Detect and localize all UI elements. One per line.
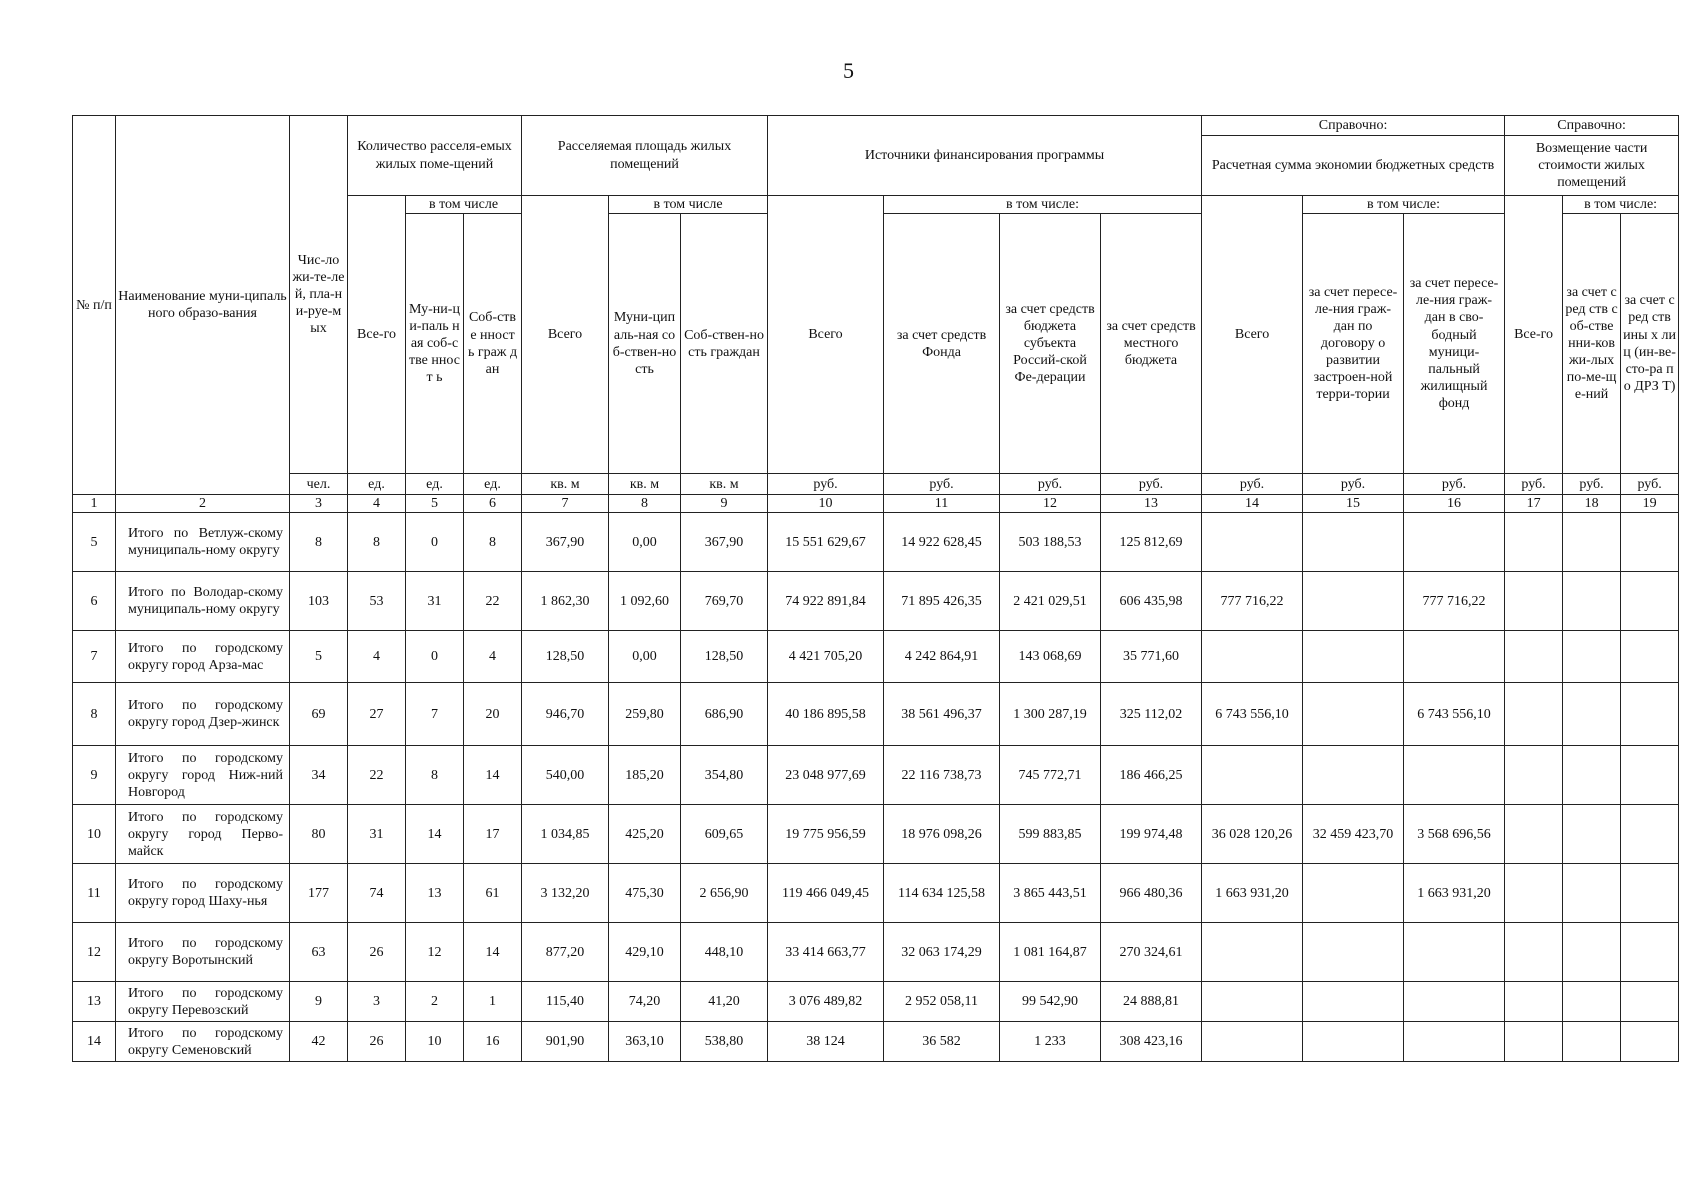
cell-rooms-priv: 8	[464, 513, 522, 572]
cell-area-mun: 0,00	[609, 631, 681, 683]
cell-rooms-mun: 0	[406, 513, 464, 572]
header-compensation-incl: в том числе:	[1563, 196, 1679, 214]
cell-rooms-priv: 61	[464, 864, 522, 923]
cell-name: Итого по городскому округу город Перво-майск	[116, 805, 290, 864]
cell-rooms-mun: 14	[406, 805, 464, 864]
column-number: 1	[73, 495, 116, 513]
column-number: 7	[522, 495, 609, 513]
unit-cell: кв. м	[609, 474, 681, 495]
cell-rooms-mun: 0	[406, 631, 464, 683]
column-number: 12	[1000, 495, 1101, 513]
cell-rooms-priv: 14	[464, 746, 522, 805]
unit-cell: руб.	[1505, 474, 1563, 495]
cell-area-total: 3 132,20	[522, 864, 609, 923]
column-number: 15	[1303, 495, 1404, 513]
cell-rooms-total: 26	[348, 1022, 406, 1062]
cell-area-priv: 2 656,90	[681, 864, 768, 923]
cell-area-priv: 354,80	[681, 746, 768, 805]
cell-rooms-mun: 8	[406, 746, 464, 805]
header-finance-group: Источники финансирования программы	[768, 116, 1202, 196]
cell-rooms-total: 3	[348, 982, 406, 1022]
cell-sav-total	[1202, 982, 1303, 1022]
cell-fin-local: 606 435,98	[1101, 572, 1202, 631]
unit-cell: ед.	[464, 474, 522, 495]
unit-cell: руб.	[1563, 474, 1621, 495]
cell-rooms-mun: 10	[406, 1022, 464, 1062]
unit-cell: руб.	[768, 474, 884, 495]
cell-comp-other	[1621, 982, 1679, 1022]
cell-area-mun: 0,00	[609, 513, 681, 572]
cell-comp-other	[1621, 683, 1679, 746]
cell-comp-other	[1621, 572, 1679, 631]
cell-rooms-total: 8	[348, 513, 406, 572]
units-row	[73, 474, 1679, 495]
cell-residents: 63	[290, 923, 348, 982]
cell-sav-free	[1404, 631, 1505, 683]
cell-fin-local: 270 324,61	[1101, 923, 1202, 982]
cell-fin-subject: 143 068,69	[1000, 631, 1101, 683]
cell-comp-owners	[1563, 1022, 1621, 1062]
cell-fin-subject: 3 865 443,51	[1000, 864, 1101, 923]
unit-cell: руб.	[1621, 474, 1679, 495]
cell-rooms-mun: 13	[406, 864, 464, 923]
header-rooms-total: Все-го	[348, 196, 406, 474]
header-compensation-group: Возмещение части стоимости жилых помещений	[1505, 136, 1679, 196]
cell-area-mun: 425,20	[609, 805, 681, 864]
cell-fin-total: 4 421 705,20	[768, 631, 884, 683]
page-number: 5	[843, 58, 854, 83]
cell-residents: 177	[290, 864, 348, 923]
cell-area-mun: 74,20	[609, 982, 681, 1022]
cell-fin-subject: 2 421 029,51	[1000, 572, 1101, 631]
table-row	[73, 746, 1679, 805]
column-number: 6	[464, 495, 522, 513]
cell-area-priv: 538,80	[681, 1022, 768, 1062]
cell-comp-other	[1621, 746, 1679, 805]
header-local-budget: за счет средств местного бюджета	[1101, 214, 1202, 474]
cell-area-priv: 686,90	[681, 683, 768, 746]
cell-sav-total: 36 028 120,26	[1202, 805, 1303, 864]
cell-comp-owners	[1563, 631, 1621, 683]
cell-rooms-mun: 31	[406, 572, 464, 631]
cell-fin-total: 23 048 977,69	[768, 746, 884, 805]
unit-cell: руб.	[1303, 474, 1404, 495]
table-row	[73, 982, 1679, 1022]
cell-fin-fund: 71 895 426,35	[884, 572, 1000, 631]
table-row	[73, 513, 1679, 572]
cell-area-mun: 185,20	[609, 746, 681, 805]
column-number: 4	[348, 495, 406, 513]
cell-residents: 5	[290, 631, 348, 683]
header-name: Наименование муни-ципального образо-вания	[116, 116, 290, 495]
cell-area-mun: 475,30	[609, 864, 681, 923]
header-resettle-contract: за счет пересе-ле-ния граж-дан по договору о развитии застроен-ной терри-тории	[1303, 214, 1404, 474]
cell-sav-contract	[1303, 631, 1404, 683]
cell-fin-local: 24 888,81	[1101, 982, 1202, 1022]
column-number: 9	[681, 495, 768, 513]
column-number: 5	[406, 495, 464, 513]
cell-area-mun: 1 092,60	[609, 572, 681, 631]
cell-comp-total	[1505, 683, 1563, 746]
table-row	[73, 572, 1679, 631]
cell-n: 13	[73, 982, 116, 1022]
header-compensation-total: Все-го	[1505, 196, 1563, 474]
unit-cell: руб.	[884, 474, 1000, 495]
cell-n: 14	[73, 1022, 116, 1062]
cell-n: 9	[73, 746, 116, 805]
cell-residents: 69	[290, 683, 348, 746]
cell-sav-contract	[1303, 864, 1404, 923]
cell-fin-subject: 1 300 287,19	[1000, 683, 1101, 746]
cell-comp-total	[1505, 982, 1563, 1022]
cell-area-total: 367,90	[522, 513, 609, 572]
cell-residents: 8	[290, 513, 348, 572]
cell-comp-total	[1505, 805, 1563, 864]
cell-sav-free	[1404, 982, 1505, 1022]
cell-name: Итого по городскому округу город Шаху-нья	[116, 864, 290, 923]
cell-area-mun: 363,10	[609, 1022, 681, 1062]
header-rooms-private: Соб-стве нност ь граж дан	[464, 214, 522, 474]
cell-comp-owners	[1563, 683, 1621, 746]
cell-comp-total	[1505, 1022, 1563, 1062]
header-rooms-group: Количество расселя-емых жилых поме-щений	[348, 116, 522, 196]
header-area-private: Соб-ствен-ность граждан	[681, 214, 768, 474]
cell-sav-contract	[1303, 982, 1404, 1022]
cell-rooms-priv: 4	[464, 631, 522, 683]
cell-area-total: 877,20	[522, 923, 609, 982]
cell-area-total: 115,40	[522, 982, 609, 1022]
resettlement-table	[72, 115, 1679, 1062]
header-rooms-incl: в том числе	[406, 196, 522, 214]
table-row	[73, 683, 1679, 746]
cell-comp-other	[1621, 631, 1679, 683]
cell-rooms-priv: 20	[464, 683, 522, 746]
table-row	[73, 923, 1679, 982]
cell-sav-free	[1404, 746, 1505, 805]
table-row	[73, 805, 1679, 864]
cell-fin-fund: 38 561 496,37	[884, 683, 1000, 746]
cell-comp-owners	[1563, 923, 1621, 982]
header-finance-total: Всего	[768, 196, 884, 474]
cell-name: Итого по городскому округу город Дзер-жинск	[116, 683, 290, 746]
cell-comp-other	[1621, 513, 1679, 572]
cell-area-total: 901,90	[522, 1022, 609, 1062]
cell-fin-local: 35 771,60	[1101, 631, 1202, 683]
header-fund: за счет средств Фонда	[884, 214, 1000, 474]
cell-n: 12	[73, 923, 116, 982]
cell-residents: 80	[290, 805, 348, 864]
cell-fin-subject: 1 081 164,87	[1000, 923, 1101, 982]
header-savings-group: Расчетная сумма экономии бюджетных средств	[1202, 136, 1505, 196]
cell-rooms-mun: 7	[406, 683, 464, 746]
cell-area-mun: 259,80	[609, 683, 681, 746]
cell-sav-contract	[1303, 513, 1404, 572]
cell-fin-subject: 503 188,53	[1000, 513, 1101, 572]
header-rooms-municipal: Му-ни-ци-паль ная соб-стве нност ь	[406, 214, 464, 474]
cell-n: 8	[73, 683, 116, 746]
cell-rooms-total: 53	[348, 572, 406, 631]
cell-comp-other	[1621, 805, 1679, 864]
header-no: № п/п	[73, 116, 116, 495]
header-savings-incl: в том числе:	[1303, 196, 1505, 214]
cell-rooms-mun: 12	[406, 923, 464, 982]
cell-n: 11	[73, 864, 116, 923]
cell-area-priv: 448,10	[681, 923, 768, 982]
cell-sav-contract	[1303, 572, 1404, 631]
column-number: 11	[884, 495, 1000, 513]
header-finance-incl: в том числе:	[884, 196, 1202, 214]
cell-rooms-priv: 16	[464, 1022, 522, 1062]
cell-sav-total	[1202, 513, 1303, 572]
cell-area-priv: 367,90	[681, 513, 768, 572]
header-owners-funds: за счет сред ств соб-стве нни-ков жи-лых по-ме-ще-ний	[1563, 214, 1621, 474]
cell-comp-owners	[1563, 572, 1621, 631]
cell-rooms-priv: 14	[464, 923, 522, 982]
cell-comp-owners	[1563, 982, 1621, 1022]
cell-area-total: 1 862,30	[522, 572, 609, 631]
cell-fin-total: 19 775 956,59	[768, 805, 884, 864]
cell-comp-other	[1621, 864, 1679, 923]
cell-sav-free	[1404, 513, 1505, 572]
cell-sav-contract: 32 459 423,70	[1303, 805, 1404, 864]
cell-rooms-total: 74	[348, 864, 406, 923]
cell-n: 7	[73, 631, 116, 683]
cell-comp-total	[1505, 631, 1563, 683]
unit-cell: ед.	[348, 474, 406, 495]
cell-sav-total	[1202, 923, 1303, 982]
column-numbers-row	[73, 495, 1679, 513]
table-row	[73, 864, 1679, 923]
cell-sav-free	[1404, 923, 1505, 982]
cell-rooms-total: 27	[348, 683, 406, 746]
cell-sav-total: 6 743 556,10	[1202, 683, 1303, 746]
column-number: 19	[1621, 495, 1679, 513]
cell-fin-local: 125 812,69	[1101, 513, 1202, 572]
cell-fin-local: 186 466,25	[1101, 746, 1202, 805]
cell-fin-local: 308 423,16	[1101, 1022, 1202, 1062]
cell-rooms-priv: 1	[464, 982, 522, 1022]
cell-fin-subject: 745 772,71	[1000, 746, 1101, 805]
column-number: 3	[290, 495, 348, 513]
cell-comp-other	[1621, 923, 1679, 982]
cell-fin-fund: 22 116 738,73	[884, 746, 1000, 805]
cell-sav-total: 777 716,22	[1202, 572, 1303, 631]
cell-comp-owners	[1563, 805, 1621, 864]
cell-sav-free: 1 663 931,20	[1404, 864, 1505, 923]
cell-rooms-priv: 17	[464, 805, 522, 864]
header-resettle-free: за счет пересе-ле-ния граж-дан в сво-бодный муници-пальный жилищный фонд	[1404, 214, 1505, 474]
cell-fin-fund: 2 952 058,11	[884, 982, 1000, 1022]
cell-sav-contract	[1303, 923, 1404, 982]
column-number: 8	[609, 495, 681, 513]
cell-fin-subject: 1 233	[1000, 1022, 1101, 1062]
cell-n: 5	[73, 513, 116, 572]
cell-sav-contract	[1303, 1022, 1404, 1062]
header-savings-total: Всего	[1202, 196, 1303, 474]
unit-cell: руб.	[1202, 474, 1303, 495]
cell-area-priv: 769,70	[681, 572, 768, 631]
cell-fin-subject: 99 542,90	[1000, 982, 1101, 1022]
cell-name: Итого по городскому округу город Ниж-ний Новгород	[116, 746, 290, 805]
cell-name: Итого по городскому округу город Арза-мас	[116, 631, 290, 683]
header-residents: Чис-ло жи-те-лей, пла-ни-руе-мых	[290, 116, 348, 474]
cell-area-total: 1 034,85	[522, 805, 609, 864]
cell-rooms-priv: 22	[464, 572, 522, 631]
cell-comp-total	[1505, 923, 1563, 982]
cell-sav-total	[1202, 1022, 1303, 1062]
header-reference-2: Справочно:	[1505, 116, 1679, 136]
cell-comp-total	[1505, 746, 1563, 805]
cell-sav-total	[1202, 631, 1303, 683]
cell-sav-contract	[1303, 746, 1404, 805]
cell-area-priv: 128,50	[681, 631, 768, 683]
cell-fin-local: 966 480,36	[1101, 864, 1202, 923]
cell-area-total: 540,00	[522, 746, 609, 805]
cell-name: Итого по Володар-скому муниципаль-ному округу	[116, 572, 290, 631]
cell-comp-total	[1505, 864, 1563, 923]
cell-comp-total	[1505, 513, 1563, 572]
cell-fin-total: 119 466 049,45	[768, 864, 884, 923]
cell-fin-total: 33 414 663,77	[768, 923, 884, 982]
cell-area-total: 946,70	[522, 683, 609, 746]
unit-cell: кв. м	[681, 474, 768, 495]
column-number: 2	[116, 495, 290, 513]
cell-area-priv: 41,20	[681, 982, 768, 1022]
cell-fin-fund: 114 634 125,58	[884, 864, 1000, 923]
cell-fin-fund: 4 242 864,91	[884, 631, 1000, 683]
cell-comp-owners	[1563, 513, 1621, 572]
header-area-incl: в том числе	[609, 196, 768, 214]
cell-area-total: 128,50	[522, 631, 609, 683]
header-subject-budget: за счет средств бюджета субъекта Россий-ской Фе-дерации	[1000, 214, 1101, 474]
cell-comp-owners	[1563, 746, 1621, 805]
cell-comp-other	[1621, 1022, 1679, 1062]
cell-fin-fund: 36 582	[884, 1022, 1000, 1062]
table-row	[73, 1022, 1679, 1062]
header-area-group: Расселяемая площадь жилых помещений	[522, 116, 768, 196]
unit-cell: руб.	[1000, 474, 1101, 495]
unit-cell: ед.	[406, 474, 464, 495]
header-area-total: Всего	[522, 196, 609, 474]
cell-residents: 103	[290, 572, 348, 631]
cell-sav-free: 6 743 556,10	[1404, 683, 1505, 746]
column-number: 14	[1202, 495, 1303, 513]
cell-fin-subject: 599 883,85	[1000, 805, 1101, 864]
unit-cell: кв. м	[522, 474, 609, 495]
header-reference-1: Справочно:	[1202, 116, 1505, 136]
cell-fin-total: 3 076 489,82	[768, 982, 884, 1022]
unit-cell: руб.	[1101, 474, 1202, 495]
cell-fin-fund: 18 976 098,26	[884, 805, 1000, 864]
cell-fin-total: 15 551 629,67	[768, 513, 884, 572]
column-number: 13	[1101, 495, 1202, 513]
cell-area-mun: 429,10	[609, 923, 681, 982]
cell-comp-total	[1505, 572, 1563, 631]
cell-sav-free	[1404, 1022, 1505, 1062]
header-other-funds: за счет сред ств ины х лиц (ин-ве-сто-ра по ДРЗ Т)	[1621, 214, 1679, 474]
cell-sav-free: 777 716,22	[1404, 572, 1505, 631]
header-area-municipal: Муни-ципаль-ная соб-ствен-ность	[609, 214, 681, 474]
cell-fin-total: 38 124	[768, 1022, 884, 1062]
cell-sav-free: 3 568 696,56	[1404, 805, 1505, 864]
cell-residents: 34	[290, 746, 348, 805]
cell-sav-contract	[1303, 683, 1404, 746]
cell-fin-local: 199 974,48	[1101, 805, 1202, 864]
cell-fin-fund: 14 922 628,45	[884, 513, 1000, 572]
cell-rooms-total: 22	[348, 746, 406, 805]
column-number: 17	[1505, 495, 1563, 513]
cell-residents: 9	[290, 982, 348, 1022]
cell-fin-total: 40 186 895,58	[768, 683, 884, 746]
column-number: 18	[1563, 495, 1621, 513]
cell-name: Итого по городскому округу Перевозский	[116, 982, 290, 1022]
unit-cell: руб.	[1404, 474, 1505, 495]
cell-name: Итого по Ветлуж-скому муниципаль-ному округу	[116, 513, 290, 572]
cell-rooms-total: 31	[348, 805, 406, 864]
cell-sav-total: 1 663 931,20	[1202, 864, 1303, 923]
column-number: 10	[768, 495, 884, 513]
unit-cell: чел.	[290, 474, 348, 495]
cell-n: 6	[73, 572, 116, 631]
column-number: 16	[1404, 495, 1505, 513]
cell-fin-local: 325 112,02	[1101, 683, 1202, 746]
cell-sav-total	[1202, 746, 1303, 805]
cell-fin-fund: 32 063 174,29	[884, 923, 1000, 982]
cell-comp-owners	[1563, 864, 1621, 923]
cell-n: 10	[73, 805, 116, 864]
table-row	[73, 631, 1679, 683]
cell-rooms-mun: 2	[406, 982, 464, 1022]
cell-fin-total: 74 922 891,84	[768, 572, 884, 631]
cell-rooms-total: 4	[348, 631, 406, 683]
cell-name: Итого по городскому округу Семеновский	[116, 1022, 290, 1062]
cell-residents: 42	[290, 1022, 348, 1062]
cell-area-priv: 609,65	[681, 805, 768, 864]
cell-rooms-total: 26	[348, 923, 406, 982]
cell-name: Итого по городскому округу Воротынский	[116, 923, 290, 982]
